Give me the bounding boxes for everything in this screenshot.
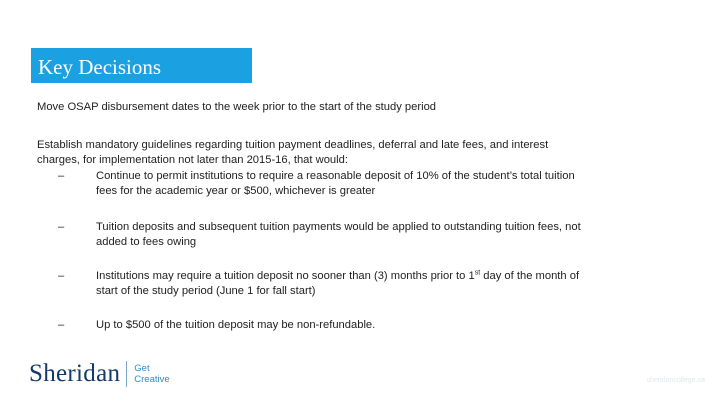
logo-wordmark: Sheridan	[29, 360, 121, 387]
lead-paragraph: Establish mandatory guidelines regarding tuition payment deadlines, deferral and late fees, and interest charges, for implementation not later than 2015-16, that would:	[37, 139, 549, 166]
sheridan-logo	[29, 360, 170, 388]
title-bar	[31, 48, 252, 83]
logo-divider	[126, 361, 127, 387]
dash-bullet: –	[58, 170, 65, 182]
list-item-text: Tuition deposits and subsequent tuition payments would be applied to outstanding tuition fees, not added to fees owing	[96, 221, 581, 248]
list-item-text: Institutions may require a tuition deposit no sooner than (3) months prior to 1st day of the month of start of the study period (June 1 for fall start)	[96, 269, 580, 297]
dash-bullet: –	[58, 221, 65, 233]
dash-bullet: –	[58, 319, 65, 331]
dash-bullet: –	[58, 270, 65, 282]
list-item-text: Up to $500 of the tuition deposit may be non-refundable.	[96, 319, 376, 331]
intro-paragraph: Move OSAP disbursement dates to the week prior to the start of the study period	[37, 101, 437, 113]
list-item-text: Continue to permit institutions to require a reasonable deposit of 10% of the student’s total tuition fees for the academic year or $500, whichever is greater	[96, 170, 575, 197]
slide-title: Key Decisions	[38, 55, 162, 79]
footer-url: sheridancollege.ca	[646, 377, 705, 384]
logo-tagline: Get Creative	[134, 363, 170, 385]
